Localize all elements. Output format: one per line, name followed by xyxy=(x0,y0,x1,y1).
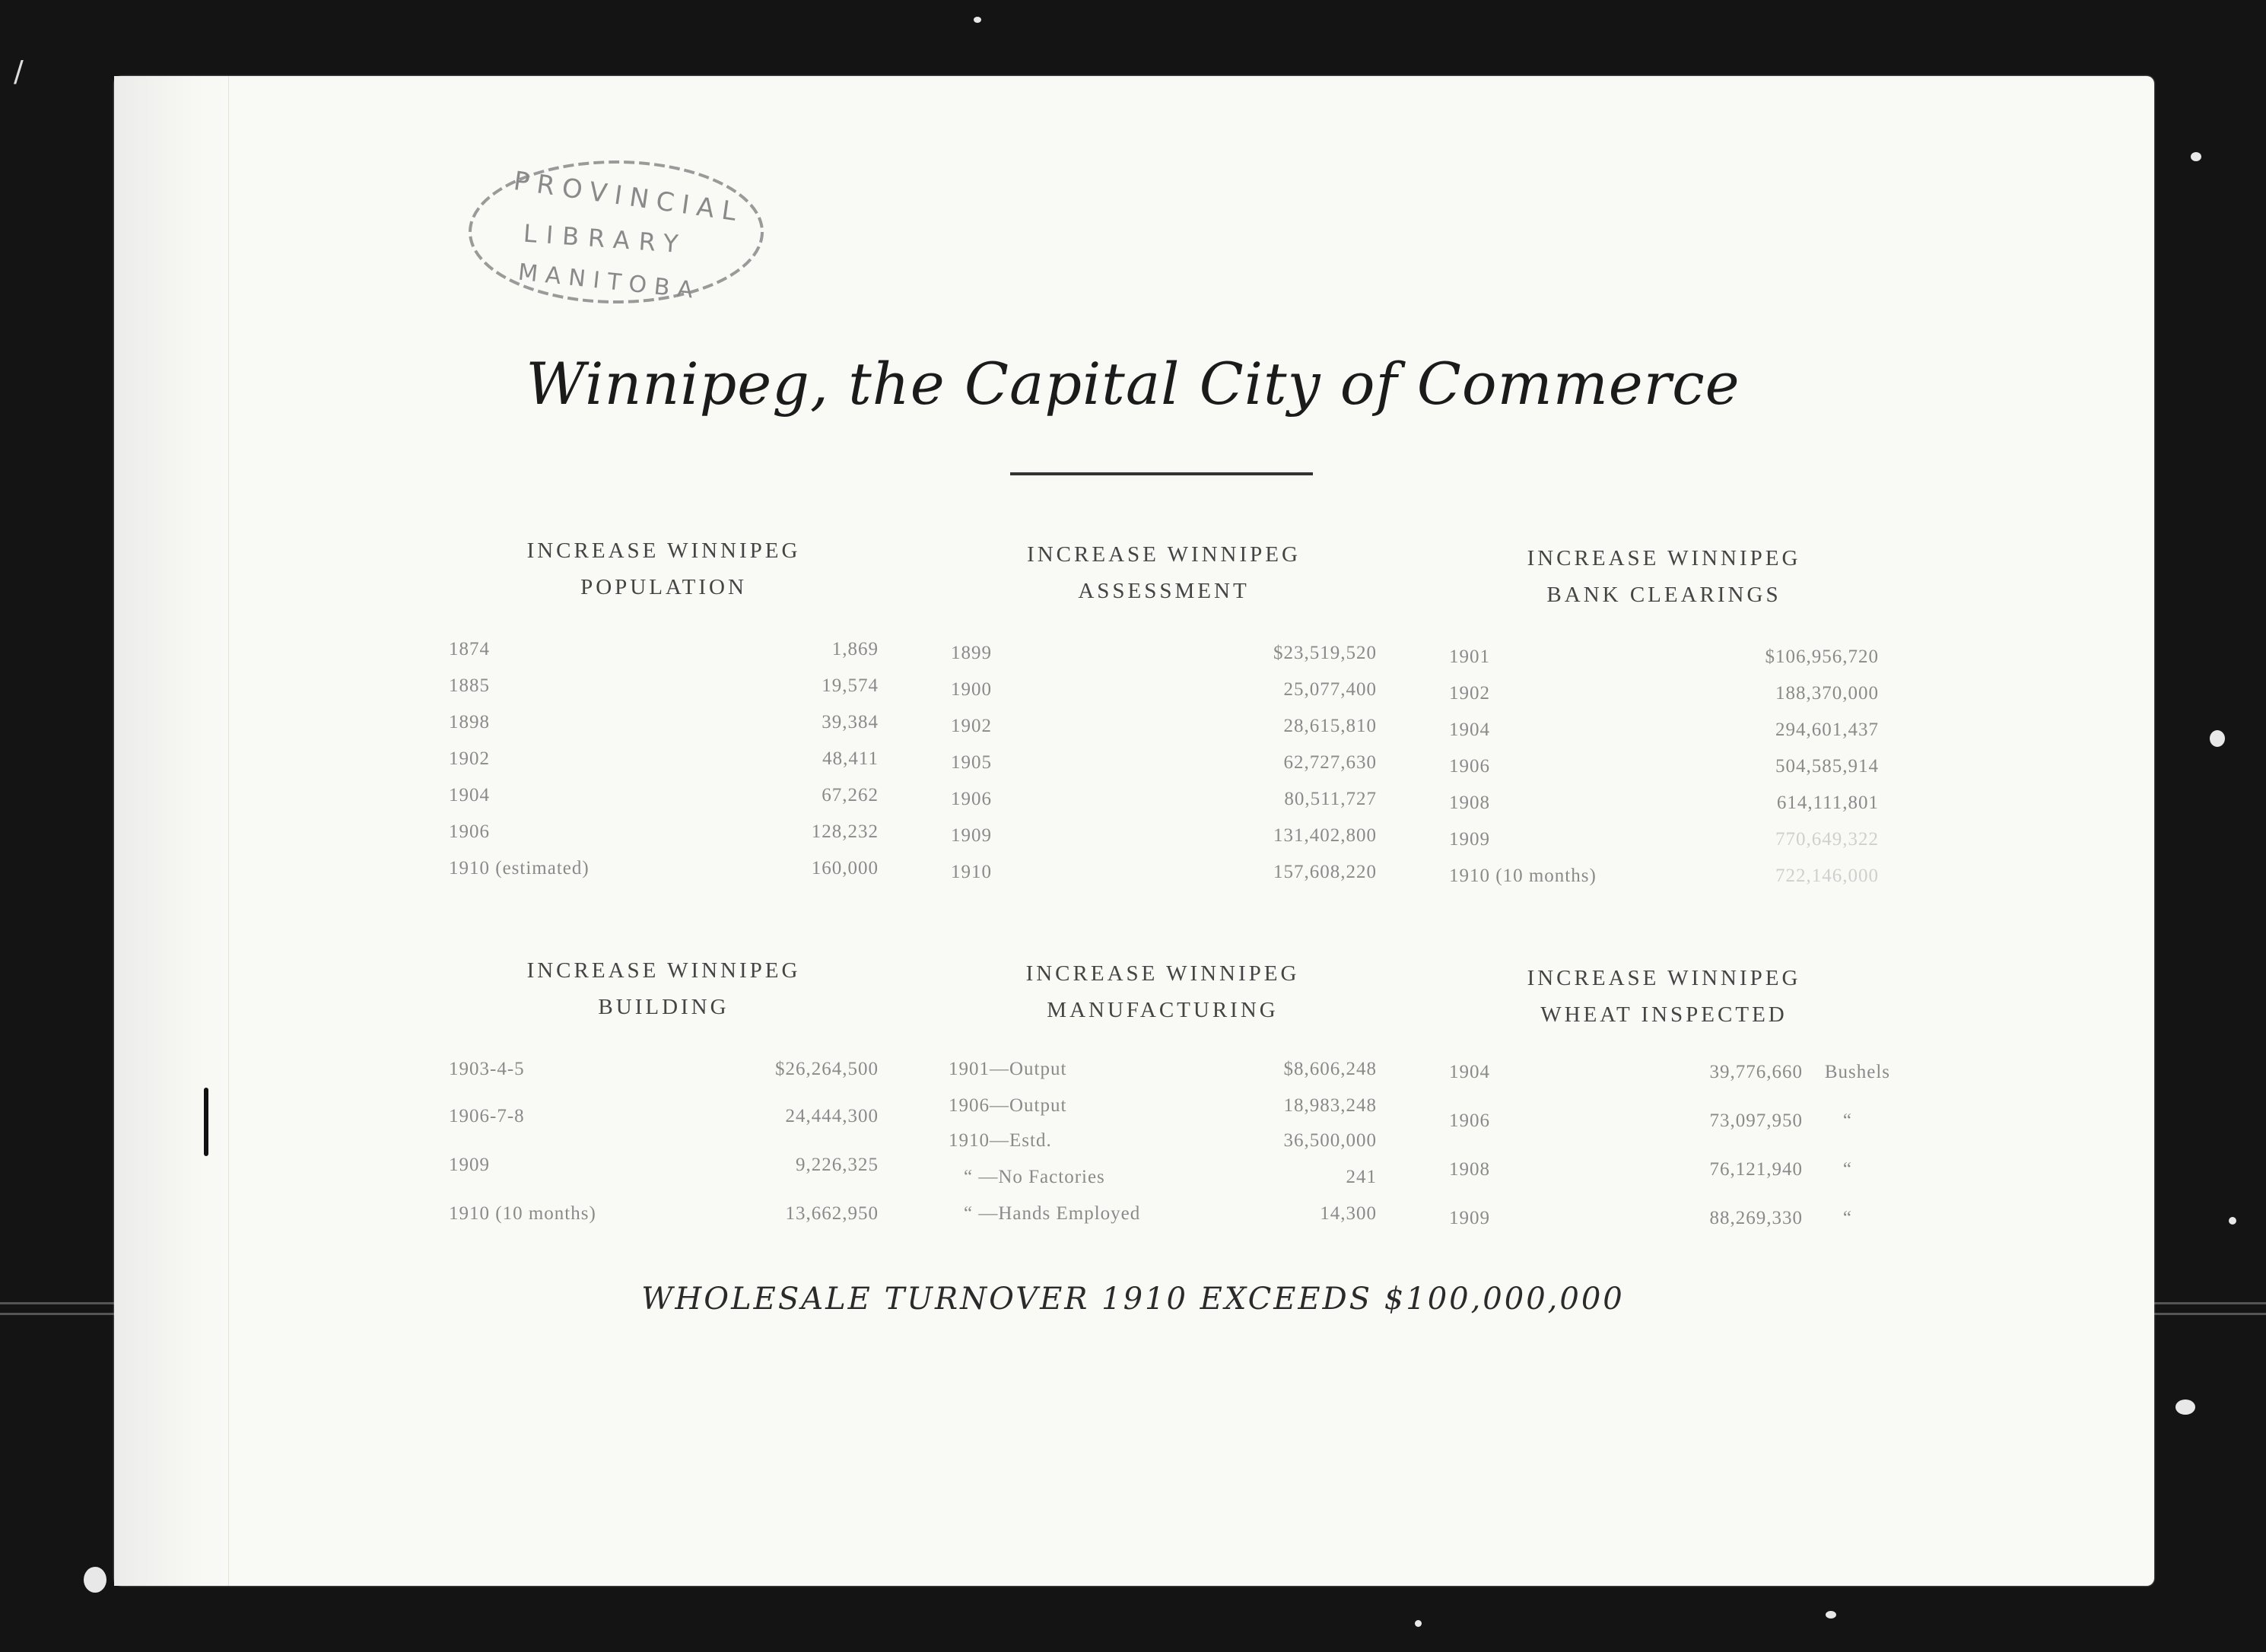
library-stamp xyxy=(464,152,768,312)
section-heading xyxy=(1449,540,1879,613)
row-unit: Bushels xyxy=(1824,1062,1890,1082)
row-label: 1885 xyxy=(449,675,490,696)
row-value: 1,869 xyxy=(831,639,879,659)
row-label: 1910 (10 months) xyxy=(1449,866,1597,886)
section-heading-line1: INCREASE WINNIPEG xyxy=(1025,961,1300,986)
section-heading-line2: ASSESSMENT xyxy=(1078,579,1250,603)
table-row xyxy=(1449,756,1879,786)
row-label: 1910 (estimated) xyxy=(449,858,590,878)
row-label: 1908 xyxy=(1449,1159,1490,1180)
table-row xyxy=(1449,683,1879,713)
row-value: 241 xyxy=(1346,1167,1377,1187)
section-heading xyxy=(949,955,1377,1028)
table-row xyxy=(951,716,1377,746)
table-row xyxy=(449,1155,879,1185)
section-heading-line1: INCREASE WINNIPEG xyxy=(526,538,801,563)
binding-mark xyxy=(204,1088,208,1156)
section-heading xyxy=(449,952,879,1025)
table-row xyxy=(949,1095,1377,1126)
row-label: 1903-4-5 xyxy=(449,1059,525,1079)
table-row xyxy=(449,748,879,779)
row-value: 80,511,727 xyxy=(1284,789,1377,809)
dust-speck xyxy=(2210,730,2225,747)
row-label: 1901—Output xyxy=(949,1059,1067,1079)
row-label: 1906 xyxy=(1449,1110,1490,1131)
row-label: 1909 xyxy=(449,1155,490,1175)
section-heading-line2: WHEAT INSPECTED xyxy=(1540,1002,1788,1027)
row-label: “ —No Factories xyxy=(964,1167,1105,1187)
row-label: 1900 xyxy=(951,679,992,700)
row-value: 19,574 xyxy=(822,675,879,696)
row-label: 1901 xyxy=(1449,647,1490,667)
title-divider xyxy=(1010,472,1313,475)
section-population xyxy=(449,532,879,890)
row-value: 28,615,810 xyxy=(1283,716,1377,736)
row-label: 1909 xyxy=(1449,829,1490,850)
dust-speck xyxy=(1826,1611,1836,1619)
row-value: $8,606,248 xyxy=(1283,1059,1377,1079)
row-value: 39,776,660 xyxy=(1709,1062,1803,1082)
row-value: 128,232 xyxy=(811,821,879,842)
row-value: 73,097,950 xyxy=(1709,1110,1803,1131)
table-row xyxy=(1449,720,1879,750)
dust-speck xyxy=(2229,1217,2236,1225)
row-value: 25,077,400 xyxy=(1283,679,1377,700)
table-row xyxy=(949,1059,1377,1089)
library-stamp-svg xyxy=(464,152,768,312)
table-row xyxy=(951,862,1377,892)
row-value: 722,146,000 xyxy=(1775,866,1879,886)
row-label: 1904 xyxy=(1449,720,1490,740)
row-value: 160,000 xyxy=(811,858,879,878)
stamp-line-1: PROVINCIAL xyxy=(511,166,746,229)
row-value: 504,585,914 xyxy=(1775,756,1879,777)
table-row xyxy=(951,752,1377,783)
row-value: 13,662,950 xyxy=(785,1203,879,1224)
row-label: 1910—Estd. xyxy=(949,1130,1052,1151)
row-label: 1904 xyxy=(1449,1062,1490,1082)
section-heading-line2: BANK CLEARINGS xyxy=(1546,583,1781,607)
dust-speck xyxy=(84,1567,106,1593)
row-value: 67,262 xyxy=(822,785,879,805)
dust-speck xyxy=(2191,152,2201,161)
section-heading-line1: INCREASE WINNIPEG xyxy=(1027,542,1301,567)
section-heading-line2: BUILDING xyxy=(598,995,729,1019)
table-row xyxy=(449,639,879,669)
row-label: 1899 xyxy=(951,643,992,663)
row-unit: “ xyxy=(1842,1208,1852,1228)
row-unit: “ xyxy=(1842,1110,1852,1131)
row-value: 188,370,000 xyxy=(1775,683,1879,704)
table-row xyxy=(1449,1062,1890,1092)
section-heading-line1: INCREASE WINNIPEG xyxy=(1527,966,1801,990)
section-assessment xyxy=(951,536,1377,894)
table-row xyxy=(949,1130,1377,1161)
section-building xyxy=(449,952,879,1256)
corner-mark: / xyxy=(14,55,24,88)
table-row xyxy=(449,1059,879,1089)
row-label: 1906—Output xyxy=(949,1095,1067,1116)
row-value: 770,649,322 xyxy=(1775,829,1879,850)
dust-speck xyxy=(974,17,981,23)
section-heading-line1: INCREASE WINNIPEG xyxy=(1527,546,1801,570)
table-row xyxy=(449,1203,879,1234)
row-label: 1902 xyxy=(1449,683,1490,704)
table-row xyxy=(951,789,1377,819)
row-value: 14,300 xyxy=(1320,1203,1377,1224)
row-value: 157,608,220 xyxy=(1273,862,1377,882)
row-label: “ —Hands Employed xyxy=(964,1203,1141,1224)
row-label: 1909 xyxy=(1449,1208,1490,1228)
row-value: $23,519,520 xyxy=(1273,643,1377,663)
row-value: 614,111,801 xyxy=(1776,793,1879,813)
table-row xyxy=(449,712,879,742)
wholesale-turnover-footer: WHOLESALE TURNOVER 1910 EXCEEDS $100,000,000 xyxy=(641,1282,1625,1317)
row-value: 48,411 xyxy=(822,748,879,769)
row-value: 88,269,330 xyxy=(1709,1208,1803,1228)
section-bank-clearings xyxy=(1449,540,1879,897)
row-unit: “ xyxy=(1842,1159,1852,1180)
table-row xyxy=(449,1106,879,1136)
table-row xyxy=(951,679,1377,710)
row-value: 36,500,000 xyxy=(1283,1130,1377,1151)
section-heading-line2: POPULATION xyxy=(580,575,747,599)
table-row xyxy=(1449,793,1879,823)
table-row xyxy=(449,821,879,852)
stamp-line-3: MANITOBA xyxy=(516,259,702,305)
stamp-line-2: LIBRARY xyxy=(522,218,688,259)
section-heading xyxy=(449,532,879,605)
section-heading xyxy=(1449,960,1955,1033)
row-label: 1906-7-8 xyxy=(449,1106,525,1126)
row-value: 24,444,300 xyxy=(785,1106,879,1126)
table-row xyxy=(1449,829,1879,859)
table-row xyxy=(449,785,879,815)
row-value: 131,402,800 xyxy=(1273,825,1377,846)
row-value: 62,727,630 xyxy=(1283,752,1377,773)
table-row xyxy=(949,1167,1377,1197)
row-value: 76,121,940 xyxy=(1709,1159,1803,1180)
table-row xyxy=(1449,647,1879,677)
table-row xyxy=(1449,1208,1852,1238)
row-label: 1908 xyxy=(1449,793,1490,813)
row-label: 1906 xyxy=(951,789,992,809)
row-label: 1905 xyxy=(951,752,992,773)
row-label: 1906 xyxy=(1449,756,1490,777)
section-wheat-inspected xyxy=(1449,960,1890,1264)
row-value: 294,601,437 xyxy=(1775,720,1879,740)
table-row xyxy=(1449,1110,1852,1141)
row-label: 1902 xyxy=(951,716,992,736)
row-label: 1910 (10 months) xyxy=(449,1203,596,1224)
table-row xyxy=(449,858,879,888)
table-row xyxy=(951,825,1377,856)
page-title: Winnipeg, the Capital City of Commerce xyxy=(526,350,1740,418)
row-label: 1906 xyxy=(449,821,490,842)
row-value: 39,384 xyxy=(822,712,879,732)
table-row xyxy=(1449,1159,1852,1190)
page-binding xyxy=(114,76,229,1586)
table-row xyxy=(949,1203,1377,1234)
row-value: 18,983,248 xyxy=(1283,1095,1377,1116)
section-heading xyxy=(951,536,1377,609)
row-value: 9,226,325 xyxy=(796,1155,879,1175)
row-label: 1909 xyxy=(951,825,992,846)
row-value: $26,264,500 xyxy=(775,1059,879,1079)
table-row xyxy=(1449,866,1879,896)
section-heading-line1: INCREASE WINNIPEG xyxy=(526,958,801,983)
row-value: $106,956,720 xyxy=(1765,647,1879,667)
section-heading-line2: MANUFACTURING xyxy=(1047,998,1279,1022)
section-manufacturing xyxy=(949,955,1377,1260)
row-label: 1874 xyxy=(449,639,490,659)
row-label: 1898 xyxy=(449,712,490,732)
dust-speck xyxy=(2175,1399,2195,1415)
row-label: 1902 xyxy=(449,748,490,769)
table-row xyxy=(449,675,879,706)
row-label: 1904 xyxy=(449,785,490,805)
dust-speck xyxy=(1415,1620,1422,1627)
row-label: 1910 xyxy=(951,862,992,882)
table-row xyxy=(951,643,1377,673)
